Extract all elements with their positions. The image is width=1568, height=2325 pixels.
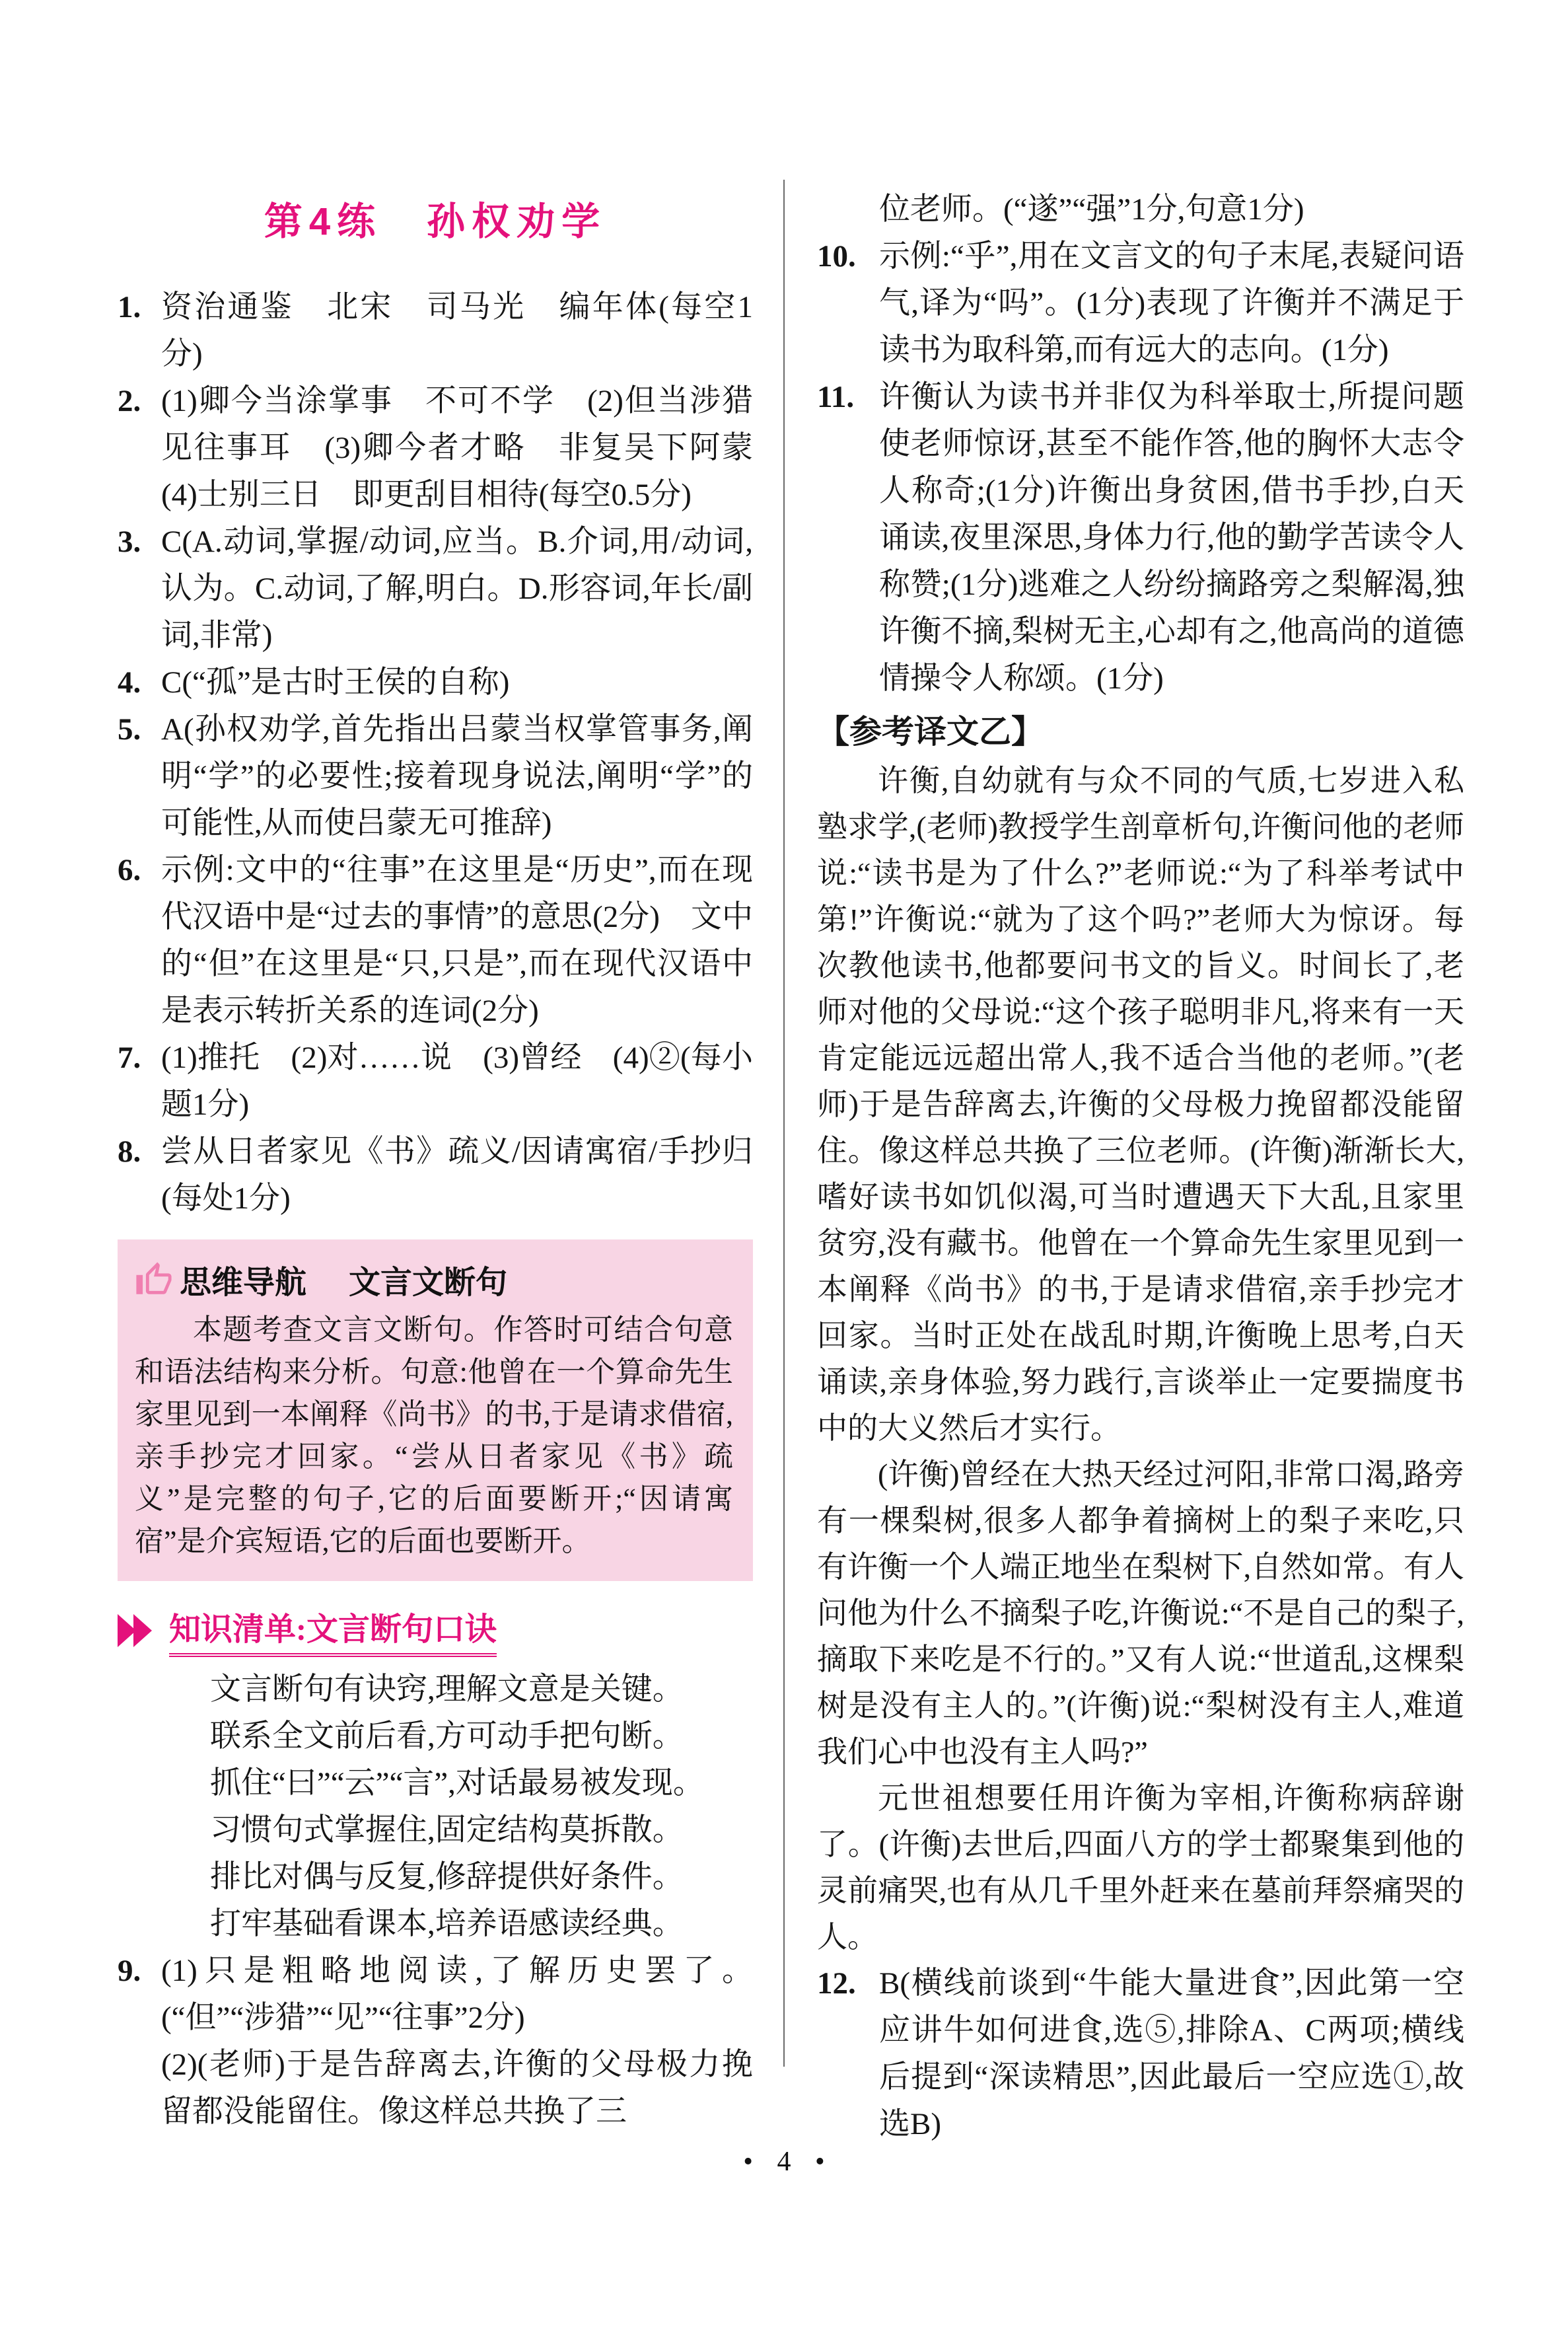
mnemonic-line: 抓住“曰”“云”“言”,对话最易被发现。 <box>210 1766 704 1800</box>
thinking-navigator-box <box>118 1239 753 1581</box>
page-title: 第4练 孙权劝学 <box>264 200 607 243</box>
answer-item-10 <box>817 233 1464 374</box>
answer-text: 示例:“乎”,用在文言文的句子末尾,表疑问语气,译为“吗”。(1分)表现了许衡并不满足于读书为取科第,而有远大的志向。(1分) <box>879 239 1464 367</box>
answer-number: 7. <box>118 1041 141 1075</box>
answer-number: 1. <box>118 290 141 324</box>
answer-text: B(横线前谈到“牛能大量进食”,因此第一空应讲牛如何进食,选⑤,排除A、C两项;横线后提到“深读精思”,因此最后一空应选①,故选B) <box>879 1966 1464 2141</box>
answer-item-5 <box>118 706 753 847</box>
answer-text: A(孙权劝学,首先指出吕蒙当权掌管事务,阐明“学”的必要性;接着现身说法,阐明“学”的可能性,从而使吕蒙无可推辞) <box>161 712 753 840</box>
thumb-up-icon <box>135 1261 173 1299</box>
answer-item-12 <box>817 1960 1464 2148</box>
answer-number: 12. <box>817 1966 856 2001</box>
mnemonic-line: 习惯句式掌握住,固定结构莫拆散。 <box>210 1813 684 1847</box>
navigator-label: 思维导航 <box>180 1265 307 1300</box>
answer-text-part2: (2)(老师)于是告辞离去,许衡的父母极力挽留都没能留住。像这样总共换了三 <box>161 2048 753 2129</box>
answer-text: (1)推托 (2)对……说 (3)曾经 (4)②(每小题1分) <box>161 1041 753 1122</box>
knowledge-list-header <box>118 1604 753 1657</box>
answer-text: 尝从日者家见《书》疏义/因请寓宿/手抄归(每处1分) <box>161 1134 753 1216</box>
mnemonic-line: 文言断句有诀窍,理解文意是关键。 <box>210 1672 684 1707</box>
answer-number: 9. <box>118 1954 141 1988</box>
answer-text: 示例:文中的“往事”在这里是“历史”,而在现代汉语中是“过去的事情”的意思(2分) 文中的“但”在这里是“只,只是”,而在现代汉语中是表示转折关系的连词(2分) <box>161 853 753 1028</box>
answer-text: C(“孤”是古时王侯的自称) <box>161 665 510 700</box>
answer-9-continuation: 位老师。(“遂”“强”1分,句意1分) <box>879 192 1304 227</box>
answer-number: 6. <box>118 853 141 887</box>
answer-text: (1)卿今当涂掌事 不可不学 (2)但当涉猎 见往事耳 (3)卿今者才略 非复吴下阿蒙 (4)士别三日 即更刮目相待(每空0.5分) <box>161 384 784 512</box>
answer-item-6 <box>118 847 753 1035</box>
mnemonic-line: 联系全文前后看,方可动手把句断。 <box>210 1719 684 1753</box>
answer-text: C(A.动词,掌握/动词,应当。B.介词,用/动词,认为。C.动词,了解,明白。D.形容词,年长/副词,非常) <box>161 525 753 653</box>
answer-item-4 <box>118 659 753 706</box>
translation-paragraph-3: 元世祖想要任用许衡为宰相,许衡称病辞谢了。(许衡)去世后,四面八方的学士都聚集到他的灵前痛哭,也有从几千里外赶来在墓前拜祭痛哭的人。 <box>817 1781 1464 1954</box>
knowledge-list-title: 知识清单:文言断句口诀 <box>169 1604 497 1657</box>
translation-paragraph-1: 许衡,自幼就有与众不同的气质,七岁进入私塾求学,(老师)教授学生剖章析句,许衡问他的老师说:“读书是为了什么?”老师说:“为了科举考试中第!”许衡说:“就为了这个吗?”老师大为惊讶。每次教他读书,他都要问书文的旨义。时间长了,老师对他的父母说:“这个孩子聪明非凡,将来有一天肯定能远远超出常人,我不适合当他的老师。”(老师)于是告辞离去,许衡的父母极力挽留都没能留住。像这样总共换了三位老师。(许衡)渐渐长大,嗜好读书如饥似渴,可当时遭遇天下大乱,且家里贫穷,没有藏书。他曾在一个算命先生家里见到一本阐释《尚书》的书,于是请求借宿,亲手抄完才回家。当时正处在战乱时期,许衡晚上思考,白天诵读,亲身体验,努力践行,言谈举止一定要揣度书中的大义然后才实行。 <box>817 764 1464 1445</box>
mnemonic-verse <box>118 1666 753 1948</box>
mnemonic-line: 排比对偶与反复,修辞提供好条件。 <box>210 1860 684 1894</box>
answer-number: 10. <box>817 239 856 274</box>
translation-paragraph-2: (许衡)曾经在大热天经过河阳,非常口渴,路旁有一棵梨树,很多人都争着摘树上的梨子来吃,只有许衡一个人端正地坐在梨树下,自然如常。有人问他为什么不摘梨子吃,许衡说:“不是自己的梨子,摘取下来吃是不行的。”又有人说:“世道乱,这棵梨树是没有主人的。”(许衡)说:“梨树没有主人,难道我们心中也没有主人吗?” <box>817 1458 1464 1769</box>
answer-text: 资治通鉴 北宋 司马光 编年体(每空1分) <box>161 290 753 371</box>
mnemonic-line: 打牢基础看课本,培养语感读经典。 <box>210 1907 684 1941</box>
answer-item-9 <box>118 1948 753 2135</box>
answer-text: 许衡认为读书并非仅为科举取士,所提问题使老师惊讶,甚至不能作答,他的胸怀大志令人称奇;(1分)许衡出身贫困,借书手抄,白天诵读,夜里深思,身体力行,他的勤学苦读令人称赞;(1分)逃难之人纷纷摘路旁之梨解渴,独许衡不摘,梨树无主,心却有之,他高尚的道德情操令人称颂。(1分) <box>879 380 1464 696</box>
answer-item-11 <box>817 374 1464 702</box>
reference-translation-heading: 【参考译文乙】 <box>817 714 1044 750</box>
answer-text-part1: (1)只是粗略地阅读,了解历史罢了。(“但”“涉猎”“见”“往事”2分) <box>161 1954 753 2035</box>
answer-item-8 <box>118 1128 753 1222</box>
answer-item-7 <box>118 1035 753 1128</box>
navigator-topic: 文言文断句 <box>349 1265 508 1300</box>
page-number: • 4 • <box>743 2147 825 2177</box>
answer-number: 11. <box>817 380 855 414</box>
thinking-navigator-header <box>135 1257 733 1302</box>
answer-number: 2. <box>118 384 141 418</box>
answer-number: 5. <box>118 712 141 747</box>
answer-item-2 <box>118 378 784 519</box>
answer-number: 8. <box>118 1134 141 1169</box>
answer-item-1 <box>118 284 753 378</box>
double-arrow-icon <box>118 1614 161 1647</box>
left-column <box>118 186 784 2135</box>
answer-number: 3. <box>118 525 141 559</box>
right-column <box>817 186 1464 2148</box>
navigator-body: 本题考查文言文断句。作答时可结合句意和语法结构来分析。句意:他曾在一个算命先生家里见到一本阐释《尚书》的书,于是请求借宿,亲手抄完才回家。“尝从日者家见《书》疏义”是完整的句子,它的后面要断开;“因请寓宿”是介宾短语,它的后面也要断开。 <box>135 1313 733 1557</box>
answer-number: 4. <box>118 665 141 700</box>
answer-item-3 <box>118 519 753 659</box>
